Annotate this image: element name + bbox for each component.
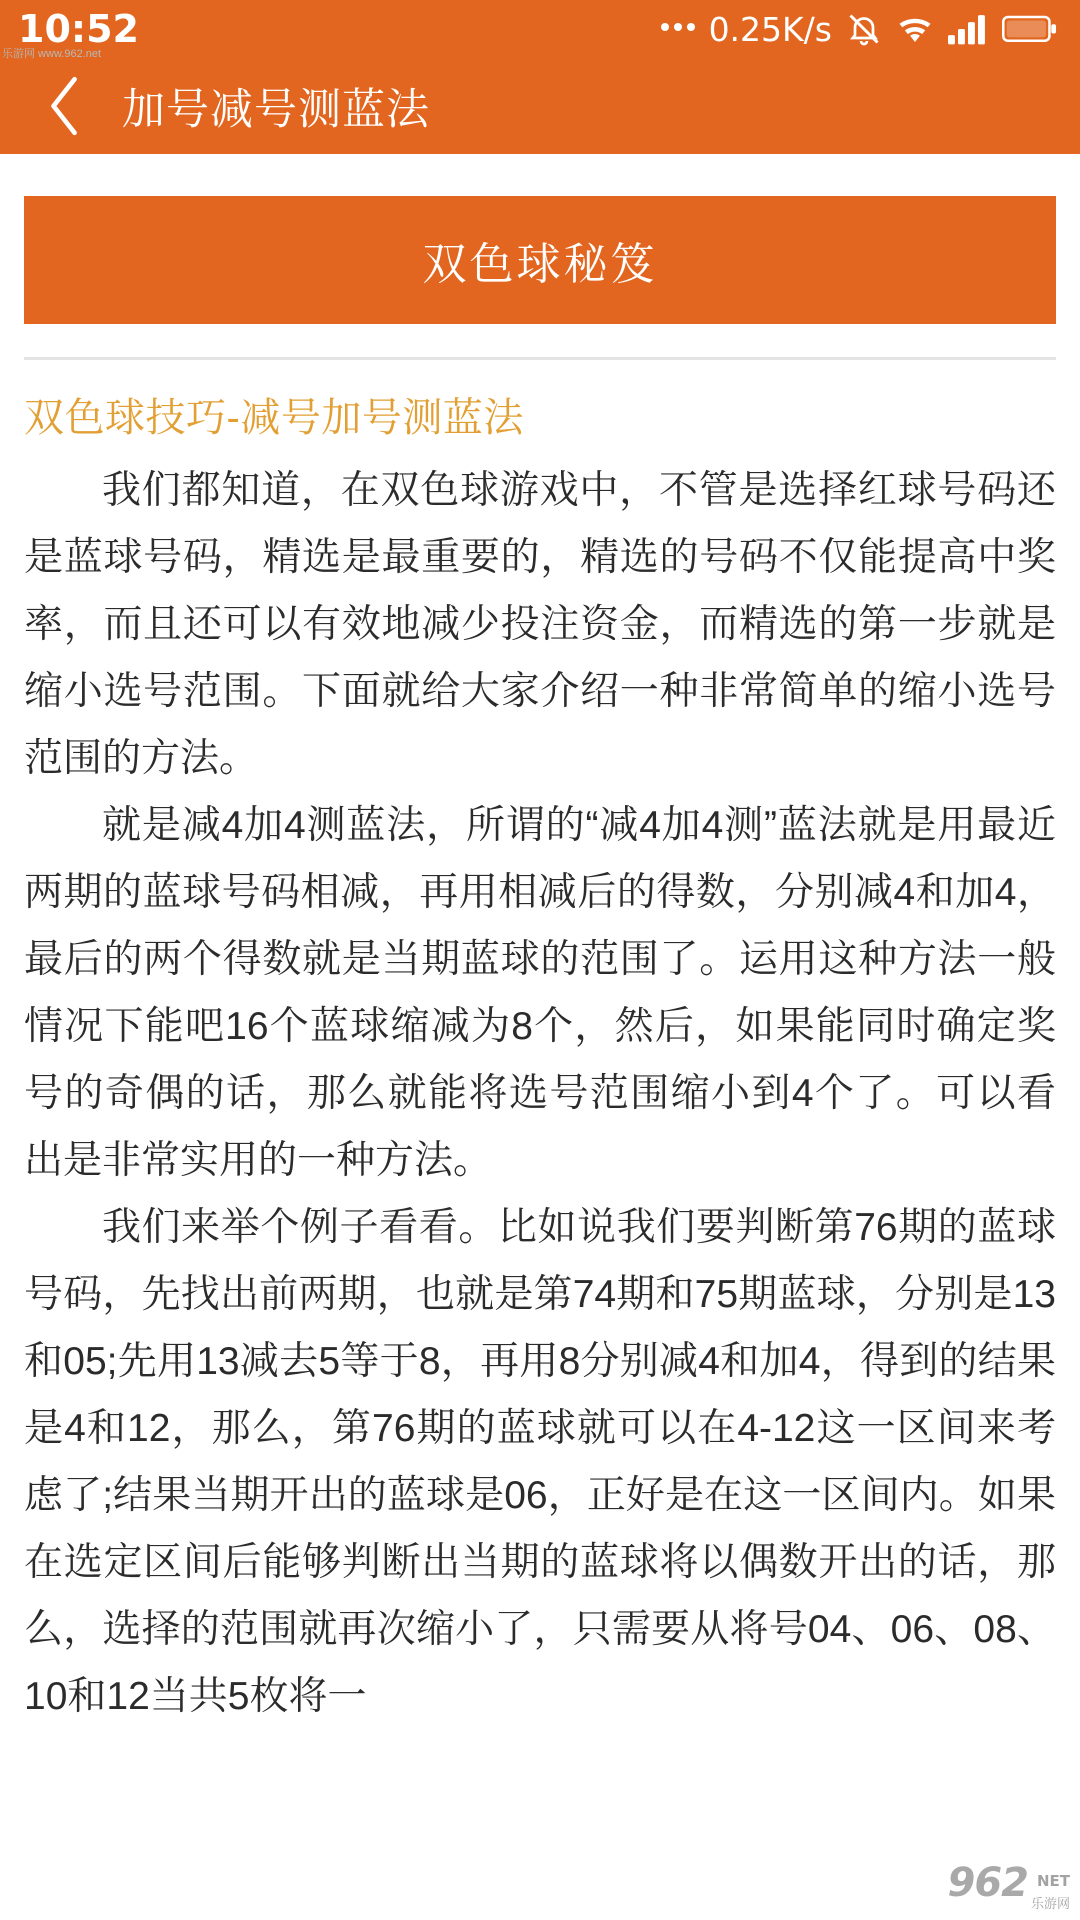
battery-icon — [1002, 14, 1058, 44]
watermark-site-name: 乐游网 — [1030, 1896, 1070, 1911]
banner-label: 双色球秘笈 — [422, 240, 658, 289]
article-title: 双色球技巧-减号加号测蓝法 — [24, 396, 524, 440]
article-paragraph: 就是减4加4测蓝法，所谓的“减4加4测”蓝法就是用最近两期的蓝球号码相减，再用相减后的得数，分别减4和加4，最后的两个得数就是当期蓝球的范围了。运用这种方法一般情况下能吧16个蓝球缩减为8个，然后，如果能同时确定奖号的奇偶的话，那么就能将选号范围缩小到4个了。可以看出是非常实用的一种方法。 — [24, 804, 1056, 1182]
watermark-number: 962 — [947, 1860, 1028, 1906]
mute-bell-icon — [846, 11, 882, 47]
watermark-top-left: 乐游网 www.962.net — [2, 48, 102, 60]
article-body — [24, 457, 1056, 1730]
status-icons — [661, 11, 1058, 47]
back-button[interactable] — [34, 70, 96, 142]
watermark-net: NET — [1036, 1872, 1070, 1890]
article-paragraph: 我们来举个例子看看。比如说我们要判断第76期的蓝球号码，先找出前两期，也就是第74期和75期蓝球，分别是13和05;先用13减去5等于8，再用8分别减4和加4，得到的结果是4和12，那么，第76期的蓝球就可以在4-12这一区间来考虑了;结果当期开出的蓝球是06，正好是在这一区间内。如果在选定区间后能够判断出当期的蓝球将以偶数开出的话，那么，选择的范围就再次缩小了，只需要从将号04、06、08、10和12当共5枚将一 — [24, 1206, 1056, 1718]
page-title: 加号减号测蓝法 — [122, 85, 430, 134]
secret-book-banner-button[interactable] — [24, 196, 1056, 324]
watermark-bottom-right — [920, 1860, 1070, 1916]
status-bar — [0, 0, 1080, 58]
more-dots-icon — [661, 23, 695, 35]
wifi-icon — [896, 13, 934, 45]
content-area — [0, 196, 1080, 1730]
divider — [24, 357, 1056, 360]
status-clock: 10:52 — [18, 7, 139, 51]
article-paragraph: 我们都知道，在双色球游戏中，不管是选择红球号码还是蓝球号码，精选是最重要的，精选的号码不仅能提高中奖率，而且还可以有效地减少投注资金，而精选的第一步就是缩小选号范围。下面就给大家介绍一种非常简单的缩小选号范围的方法。 — [24, 469, 1056, 780]
app-bar — [0, 58, 1080, 154]
network-speed-label: 0.25K/s — [708, 9, 832, 49]
signal-icon — [948, 13, 988, 45]
chevron-left-icon — [42, 72, 88, 140]
